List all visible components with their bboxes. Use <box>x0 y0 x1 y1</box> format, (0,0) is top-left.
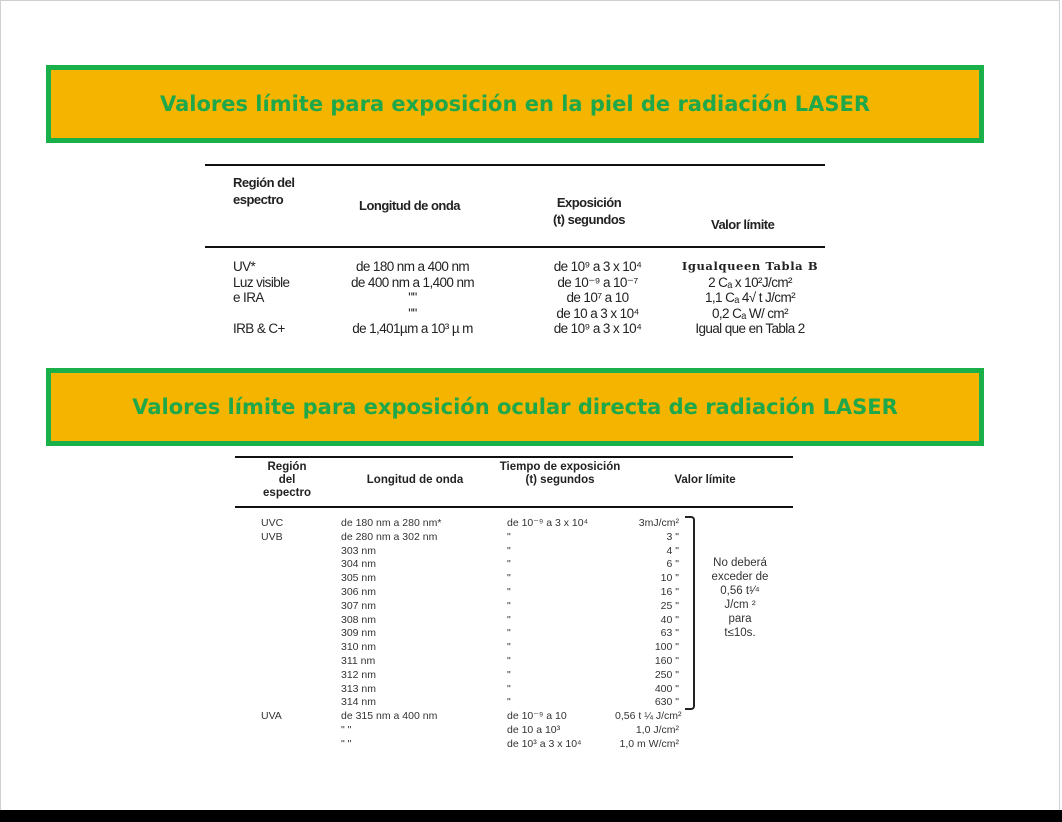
t1-header-exposure: Exposición (t) segundos <box>553 195 625 227</box>
table-ocular-exposure <box>235 456 795 756</box>
table-1-top-rule <box>205 164 825 166</box>
t1-header-region: Región del espectro <box>233 175 295 207</box>
t1-col-exposure: de 10⁹ a 3 x 10⁴ de 10⁻⁹ a 10⁻⁷ de 10⁷ a 10 de 10 a 3 x 10⁴ de 10⁹ a 3 x 10⁴ <box>553 259 642 336</box>
t1-col-wavelength: de 180 nm a 400 nm de 400 nm a 1,400 nm "" "" de 1,401µm a 10³ µ m <box>350 259 475 336</box>
table-2-header-rule <box>235 506 793 508</box>
t1-limit-first: Igualqueen Tabla B <box>681 259 819 273</box>
table-1-header-rule <box>205 246 825 248</box>
bottom-bar <box>0 810 1062 822</box>
banner-ocular-title: Valores límite para exposición ocular directa de radiación LASER <box>132 395 898 419</box>
t1-header-limit: Valor límite <box>711 217 775 232</box>
t2-header-region: Región del espectro <box>263 461 311 499</box>
banner-skin-title: Valores límite para exposición en la piel de radiación LASER <box>160 92 870 116</box>
t2-header-wavelength: Longitud de onda <box>366 474 464 486</box>
banner-ocular-exposure <box>46 368 984 446</box>
t1-col-limit <box>675 259 825 337</box>
t1-header-wavelength: Longitud de onda <box>359 198 461 213</box>
t2-col-region: UVC UVB UVA <box>261 517 284 723</box>
t1-limit-rest: 2 Cₐ x 10²J/cm² 1,1 Cₐ 4√ t J/cm² 0,2 Cₐ W/ cm² Igual que en Tabla 2 <box>695 274 805 336</box>
t1-col-region: UV* Luz visible e IRA IRB & C+ <box>233 259 290 336</box>
t2-header-limit: Valor límite <box>674 474 736 486</box>
t2-brace <box>685 516 695 710</box>
t2-col-limit: 3mJ/cm² 3 " 4 " 6 " 10 " 16 " 25 " 40 " 63 " 100 " 160 " 250 " 400 " 630 " 0,56 t ¼ J/cm² 1,0 J/cm² 1,0 m W/cm² <box>615 517 682 750</box>
t2-col-wavelength: de 180 nm a 280 nm* de 280 nm a 302 nm 303 nm 304 nm 305 nm 306 nm 307 nm 308 nm 309 nm 310 nm 311 nm 312 nm 313 nm 314 nm de 315 nm a 400 nm " " " " <box>341 517 442 750</box>
t2-col-exposure: de 10⁻⁹ a 3 x 10⁴ " " " " " " " " " " " " " de 10⁻⁹ a 10 de 10 a 10³ de 10³ a 3 x 10⁴ <box>507 517 589 750</box>
t2-note: No deberá exceder de 0,56 t¹⁄⁴ J/cm ² para t≤10s. <box>711 557 769 639</box>
table-skin-exposure <box>205 164 825 367</box>
t2-header-exposure: Tiempo de exposición (t) segundos <box>499 461 621 486</box>
banner-skin-exposure <box>46 65 984 143</box>
table-2-top-rule <box>235 456 793 458</box>
